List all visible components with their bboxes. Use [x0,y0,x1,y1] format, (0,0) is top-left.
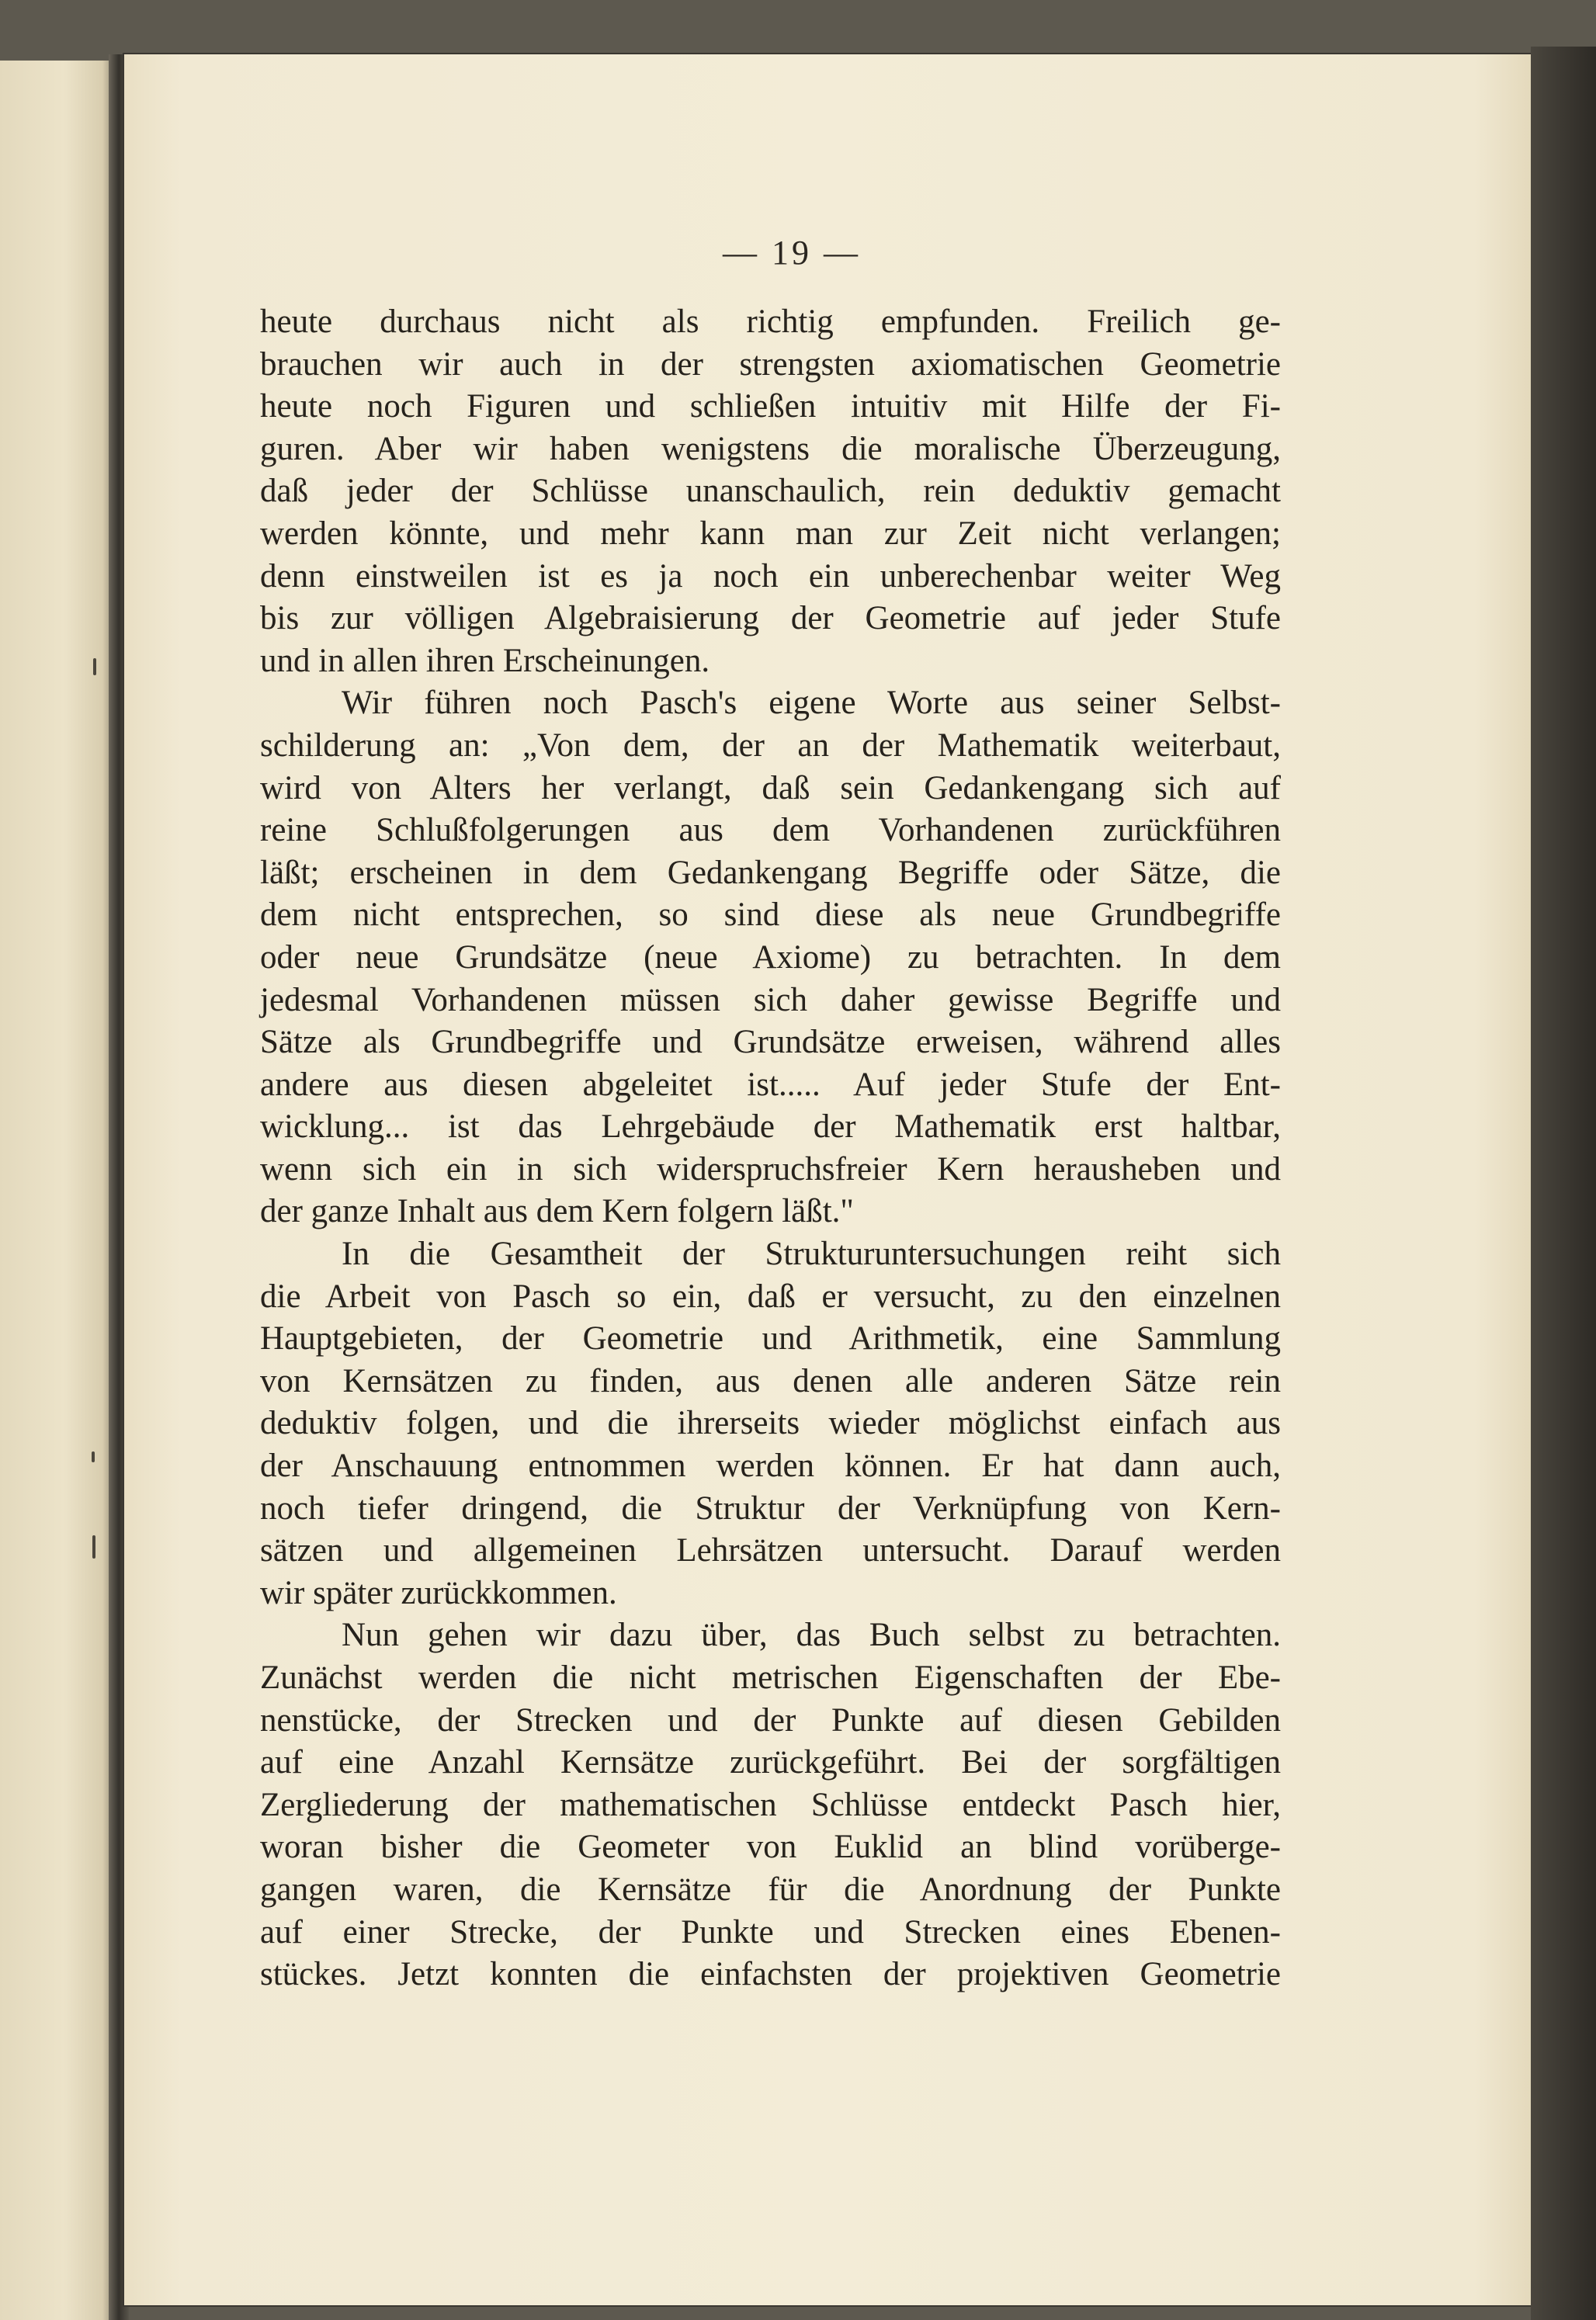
text-line: heute durchaus nicht als richtig empfunden. Freilich ge- [260,303,1281,340]
paragraph [260,682,1281,1233]
text-line: werden könnte, und mehr kann man zur Zeit nicht verlangen; [260,515,1281,552]
text-line: der Anschauung entnommen werden können. Er hat dann auch, [260,1448,1281,1485]
text-line: gangen waren, die Kernsätze für die Anordnung der Punkte [260,1871,1281,1908]
text-line: bis zur völligen Algebraisierung der Geometrie auf jeder Stufe [260,600,1281,637]
margin-mark [92,1535,95,1559]
text-line: reine Schlußfolgerungen aus dem Vorhandenen zurückführen [260,812,1281,849]
text-line: läßt; erscheinen in dem Gedankengang Begriffe oder Sätze, die [260,854,1281,891]
text-line: wird von Alters her verlangt, daß sein Gedankengang sich auf [260,769,1281,806]
page-number: — 19 — [723,234,861,272]
text-line: Nun gehen wir dazu über, das Buch selbst zu betrachten. [342,1617,1281,1654]
margin-mark [92,1451,95,1462]
text-line: Zunächst werden die nicht metrischen Eigenschaften der Ebe- [260,1659,1281,1696]
text-line: auf eine Anzahl Kernsätze zurückgeführt. Bei der sorgfältigen [260,1744,1281,1781]
text-line: wicklung... ist das Lehrgebäude der Mathematik erst haltbar, [260,1108,1281,1146]
text-line: In die Gesamtheit der Strukturuntersuchungen reiht sich [342,1236,1281,1273]
text-line: noch tiefer dringend, die Struktur der Verknüpfung von Kern- [260,1489,1281,1527]
text-line: schilderung an: „Von dem, der an der Mathematik weiterbaut, [260,727,1281,764]
text-line: denn einstweilen ist es ja noch ein unberechenbar weiter Weg [260,557,1281,595]
body-text [260,301,1281,1996]
text-line: woran bisher die Geometer von Euklid an blind vorüberge- [260,1829,1281,1866]
text-line: sätzen und allgemeinen Lehrsätzen untersucht. Darauf werden [260,1532,1281,1569]
text-line: stückes. Jetzt konnten die einfachsten der projektiven Geometrie [260,1956,1281,1993]
paragraph [260,1614,1281,1996]
text-line: der ganze Inhalt aus dem Kern folgern läßt." [260,1193,854,1230]
text-line: nenstücke, der Strecken und der Punkte auf diesen Gebilden [260,1701,1281,1739]
text-line: auf einer Strecke, der Punkte und Strecken eines Ebenen- [260,1913,1281,1951]
paragraph [260,1233,1281,1614]
text-line: wir später zurückkommen. [260,1574,617,1611]
text-line: Wir führen noch Pasch's eigene Worte aus seiner Selbst- [342,685,1281,722]
text-line: daß jeder der Schlüsse unanschaulich, rein deduktiv gemacht [260,473,1281,510]
margin-mark [93,658,96,675]
text-line: von Kernsätzen zu finden, aus denen alle anderen Sätze rein [260,1362,1281,1399]
text-line: heute noch Figuren und schließen intuitiv mit Hilfe der Fi- [260,388,1281,425]
text-line: jedesmal Vorhandenen müssen sich daher gewisse Begriffe und [260,981,1281,1018]
text-line: Hauptgebieten, der Geometrie und Arithmetik, eine Sammlung [260,1320,1281,1358]
text-line: und in allen ihren Erscheinungen. [260,642,710,679]
facing-page-edge [0,61,116,2320]
text-line: andere aus diesen abgeleitet ist..... Auf jeder Stufe der Ent- [260,1066,1281,1103]
text-line: oder neue Grundsätze (neue Axiome) zu betrachten. In dem [260,938,1281,976]
text-line: wenn sich ein in sich widerspruchsfreier Kern herausheben und [260,1150,1281,1188]
text-line: die Arbeit von Pasch so ein, daß er versucht, zu den einzelnen [260,1278,1281,1315]
text-line: brauchen wir auch in der strengsten axiomatischen Geometrie [260,345,1281,383]
text-line: Zergliederung der mathematischen Schlüsse entdeckt Pasch hier, [260,1786,1281,1823]
text-line: dem nicht entsprechen, so sind diese als neue Grundbegriffe [260,896,1281,934]
paragraph [260,301,1281,682]
text-line: Sätze als Grundbegriffe und Grundsätze erweisen, während alles [260,1024,1281,1061]
scan-edge [1531,47,1596,2320]
text-line: deduktiv folgen, und die ihrerseits wieder möglichst einfach aus [260,1405,1281,1442]
text-line: guren. Aber wir haben wenigstens die moralische Überzeugung, [260,430,1281,467]
